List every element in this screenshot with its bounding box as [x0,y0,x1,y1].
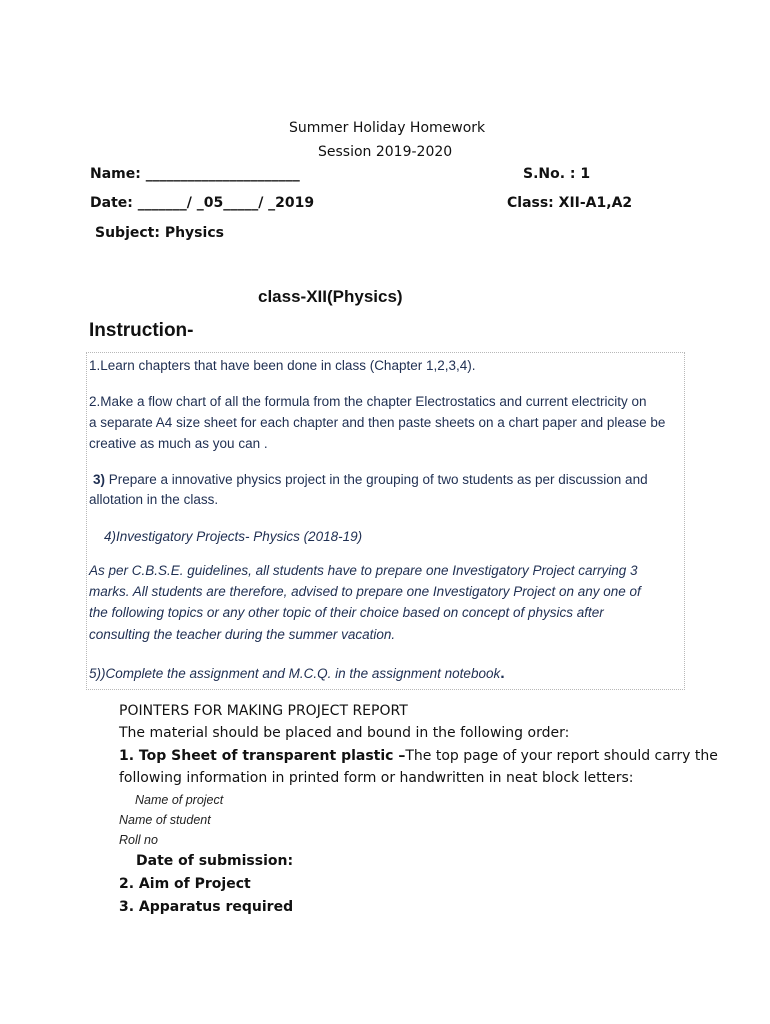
pointers-intro: The material should be placed and bound in the following order: [119,725,570,741]
instruction-item-3-text: Prepare a innovative physics project in the grouping of two students as per discussion and [105,472,648,487]
instruction-item-5-text: 5))Complete the assignment and M.C.Q. in the assignment notebook [89,666,501,681]
instruction-item-4-line-1: As per C.B.S.E. guidelines, all students have to prepare one Investigatory Project carrying 3 [89,563,638,578]
instruction-item-2-line-3: creative as much as you can . [89,436,268,451]
instruction-item-1: 1.Learn chapters that have been done in class (Chapter 1,2,3,4). [89,358,476,373]
instruction-item-5 [89,665,505,683]
sub-item-date-of-submission: Date of submission: [136,853,294,869]
pointer-2: 2. Aim of Project [119,876,251,892]
sub-item-roll-no: Roll no [119,833,158,847]
date-field-label: Date: _______/ _05_____/ _2019 [90,195,315,211]
sub-item-name-of-project: Name of project [135,793,224,807]
instruction-item-3-line-1 [93,472,648,487]
session-label: Session 2019-2020 [318,144,453,160]
pointer-1-title: 1. Top Sheet of transparent plastic – [119,748,406,764]
subject-label: Subject: Physics [95,225,224,241]
class-label: Class: XII-A1,A2 [507,195,633,211]
sub-item-name-of-student: Name of student [119,813,211,827]
instruction-item-5-period: . [500,665,505,682]
instruction-item-2-line-1: 2.Make a flow chart of all the formula from the chapter Electrostatics and current electricity on [89,394,647,409]
pointer-1-text: The top page of your report should carry the [405,748,718,764]
pointer-1 [119,748,718,764]
instruction-item-4-line-3: the following topics or any other topic of their choice based on concept of physics after [89,605,604,620]
serial-number: S.No. : 1 [523,166,591,182]
instruction-item-3-line-2: allotation in the class. [89,492,219,507]
document-title: Summer Holiday Homework [289,120,486,136]
pointers-heading: POINTERS FOR MAKING PROJECT REPORT [119,703,408,719]
instruction-item-4-line-4: consulting the teacher during the summer vacation. [89,627,396,642]
instruction-item-2-line-2: a separate A4 size sheet for each chapter and then paste sheets on a chart paper and please be [89,415,666,430]
name-field-label: Name: ______________________ [90,166,300,182]
instruction-item-3-number: 3) [93,472,106,487]
pointer-1-line-2: following information in printed form or handwritten in neat block letters: [119,770,634,786]
instruction-item-4-title: 4)Investigatory Projects- Physics (2018-19) [104,529,363,544]
instruction-item-4-line-2: marks. All students are therefore, advised to prepare one Investigatory Project on any one of [89,584,641,599]
instruction-heading: Instruction- [89,320,194,341]
pointer-3: 3. Apparatus required [119,899,294,915]
class-heading: class-XII(Physics) [258,287,403,306]
